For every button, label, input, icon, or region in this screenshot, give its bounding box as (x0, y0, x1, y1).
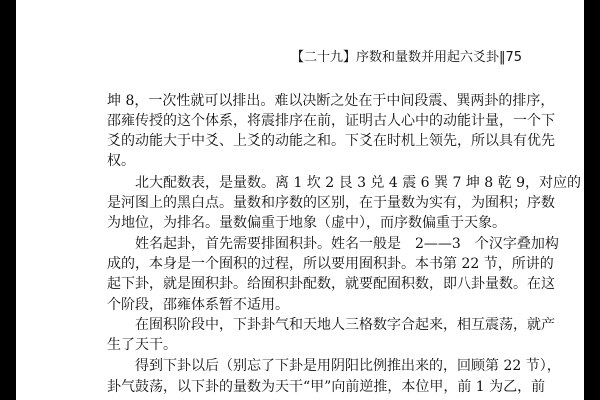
text-line: 个阶段，邵雍体系暂不适用。 (107, 297, 289, 313)
text-line: 为地位，为排名。量数偏重于地象（虚中），而序数偏重于天象。 (107, 215, 506, 231)
text-line: 邵雍传授的这个体系，将震排序在前，证明古人心中的动能计量，一个下 (107, 113, 555, 129)
text-line: 在囿积阶段中，下卦卦气和天地人三格数字合起来，相互震荡，就产 (135, 317, 555, 333)
text-line: 成的，本身是一个囿积的过程，所以要用囿积卦。本书第 22 节，所讲的 (107, 256, 554, 272)
page-number: 75 (505, 50, 522, 65)
text-line: 姓名起卦，首先需要排囿积卦。姓名一般是 2——3 个汉字叠加构 (135, 236, 559, 252)
text-line: 坤 8，一次性就可以排出。难以决断之处在于中间段震、巽两卦的排序， (107, 93, 555, 109)
text-line: 得到下卦以后（别忘了下卦是用阴阳比例推出来的，回顾第 22 节）， (135, 358, 561, 374)
chapter-title: 【二十九】序数和量数并用起六爻卦 (290, 50, 499, 65)
text-line: 生了天干。 (107, 337, 177, 353)
text-line: 起下卦，就是囿积卦。给囿积卦配数，就要配囿积数，即八卦量数。在这 (107, 276, 555, 292)
text-line: 是河图上的黑白点。量数和序数的区别，在于量数为实有，为囿积；序数 (107, 195, 555, 211)
book-page (16, 0, 584, 400)
text-line: 权。 (107, 153, 135, 169)
header-separator: ‖ (498, 50, 506, 65)
text-line: 卦气鼓荡，以下卦的量数为天干“甲”向前逆推，本位甲，前 1 为乙，前 (107, 379, 546, 395)
running-header (291, 46, 522, 65)
text-line: 爻的动能大于中爻、上爻的动能之和。下爻在时机上领先，所以具有优先 (107, 133, 555, 149)
text-line: 北大配数表，是量数。离 1 坎 2 艮 3 兑 4 震 6 巽 7 坤 8 乾 9，对应的 (135, 175, 582, 191)
